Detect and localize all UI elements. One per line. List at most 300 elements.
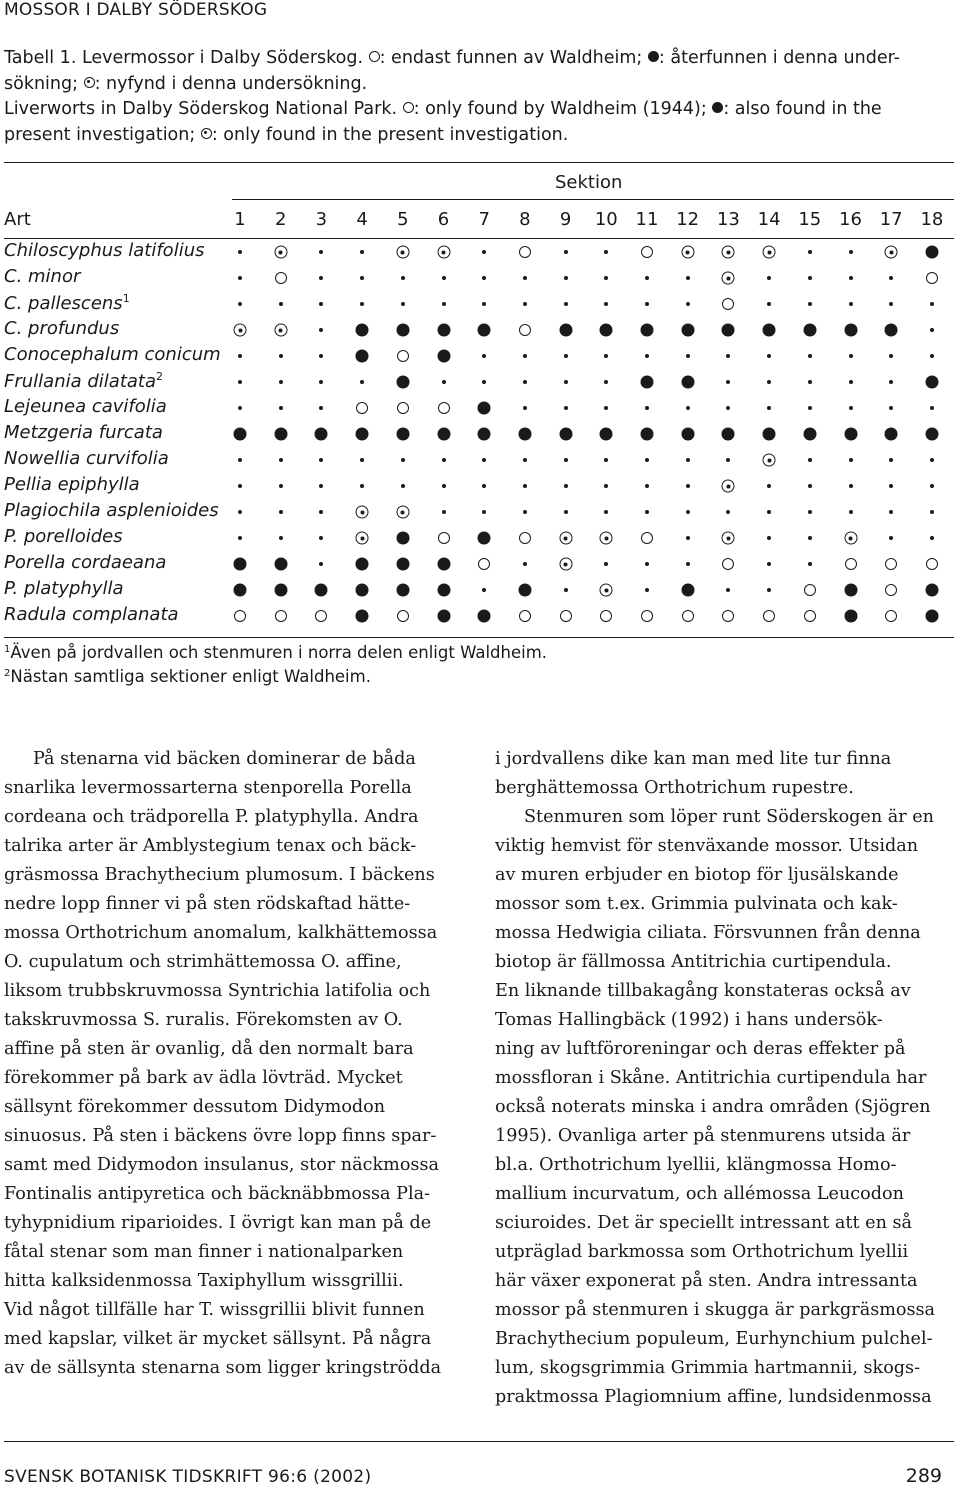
filled-circle-icon xyxy=(641,376,654,389)
absence-dot-icon xyxy=(442,276,446,280)
absence-dot-icon xyxy=(686,458,690,462)
body-text-line: gräsmossa Brachythecium plumosum. I bäckens xyxy=(4,865,435,885)
absence-dot-icon xyxy=(279,458,283,462)
open-circle-icon xyxy=(519,324,531,336)
absence-dot-icon xyxy=(564,588,568,592)
occurrence-cell xyxy=(803,531,817,545)
dotted-circle-icon xyxy=(559,532,572,545)
absence-dot-icon xyxy=(482,484,486,488)
open-circle-icon xyxy=(397,402,409,414)
occurrence-cell xyxy=(396,245,410,259)
section-number: 6 xyxy=(437,209,450,230)
absence-dot-icon xyxy=(401,302,405,306)
absence-dot-icon xyxy=(401,276,405,280)
occurrence-cell xyxy=(518,297,532,311)
occurrence-cell xyxy=(925,375,939,389)
caption-en-line2: present investigation; xyxy=(4,124,196,145)
species-label: P. platyphylla xyxy=(4,578,124,599)
filled-circle-icon xyxy=(681,428,694,441)
occurrence-cell xyxy=(559,505,573,519)
occurrence-cell xyxy=(721,505,735,519)
occurrence-cell xyxy=(355,583,369,597)
filled-circle-icon xyxy=(396,532,409,545)
occurrence-cell xyxy=(925,349,939,363)
dotted-circle-icon xyxy=(356,532,369,545)
body-text-line: med kapslar, vilket är mycket sällsynt. På några xyxy=(4,1329,432,1349)
absence-dot-icon xyxy=(686,302,690,306)
species-label: Chiloscyphus latifolius xyxy=(4,240,205,261)
caption-english xyxy=(4,97,954,148)
body-text-line: liksom trubbskruvmossa Syntrichia latifolia och xyxy=(4,981,431,1001)
occurrence-cell xyxy=(844,323,858,337)
species-label: Conocephalum conicum xyxy=(4,344,221,365)
caption-en-open: : only found by Waldheim (1944); xyxy=(413,99,707,119)
absence-dot-icon xyxy=(523,276,527,280)
occurrence-cell xyxy=(925,583,939,597)
body-text-line: Brachythecium populeum, Eurhynchium pulchel- xyxy=(495,1329,933,1349)
occurrence-cell xyxy=(559,479,573,493)
absence-dot-icon xyxy=(889,380,893,384)
absence-dot-icon xyxy=(442,302,446,306)
occurrence-cell xyxy=(884,479,898,493)
occurrence-cell xyxy=(355,609,369,623)
absence-dot-icon xyxy=(523,354,527,358)
species-name xyxy=(4,526,123,547)
occurrence-cell xyxy=(803,479,817,493)
header-bottom-rule xyxy=(4,238,954,239)
body-text-line: O. cupulatum och strimhättemossa O. affine, xyxy=(4,952,402,972)
section-span-rule xyxy=(232,199,954,200)
absence-dot-icon xyxy=(523,510,527,514)
occurrence-cell xyxy=(925,245,939,259)
absence-dot-icon xyxy=(767,562,771,566)
body-text-line: viktig hemvist för stenväxande mossor. Utsidan xyxy=(495,836,919,856)
occurrence-cell xyxy=(518,583,532,597)
filled-circle-icon xyxy=(844,324,857,337)
body-text-line: sciuroides. Det är speciellt intressant att en så xyxy=(495,1213,913,1233)
species-name xyxy=(4,578,124,599)
occurrence-cell xyxy=(762,557,776,571)
occurrence-cell xyxy=(518,557,532,571)
species-name xyxy=(4,266,80,287)
absence-dot-icon xyxy=(523,458,527,462)
occurrence-cell xyxy=(274,375,288,389)
filled-circle-icon xyxy=(234,558,247,571)
occurrence-cell xyxy=(477,297,491,311)
absence-dot-icon xyxy=(564,354,568,358)
section-number: 16 xyxy=(839,209,862,230)
occurrence-cell xyxy=(844,609,858,623)
occurrence-cell xyxy=(721,609,735,623)
occurrence-cell xyxy=(762,479,776,493)
occurrence-cell xyxy=(844,375,858,389)
body-text-line: mossor som t.ex. Grimmia pulvinata och kak- xyxy=(495,894,898,914)
absence-dot-icon xyxy=(930,406,934,410)
species-column-header: Art xyxy=(4,209,31,230)
occurrence-cell xyxy=(640,479,654,493)
caption-sv-line2: sökning; xyxy=(4,73,79,94)
occurrence-cell xyxy=(355,401,369,415)
filled-circle-icon xyxy=(356,428,369,441)
absence-dot-icon xyxy=(849,302,853,306)
occurrence-cell xyxy=(233,323,247,337)
open-circle-icon xyxy=(315,610,327,622)
filled-circle-icon xyxy=(356,350,369,363)
occurrence-cell xyxy=(518,401,532,415)
occurrence-cell xyxy=(396,505,410,519)
footnote-2-mark: 2 xyxy=(4,668,11,679)
occurrence-cell xyxy=(314,557,328,571)
occurrence-cell xyxy=(437,375,451,389)
occurrence-cell xyxy=(599,349,613,363)
occurrence-cell xyxy=(477,557,491,571)
occurrence-cell xyxy=(274,427,288,441)
occurrence-cell xyxy=(274,245,288,259)
open-circle-icon xyxy=(763,610,775,622)
occurrence-cell xyxy=(925,609,939,623)
absence-dot-icon xyxy=(767,484,771,488)
open-circle-icon xyxy=(804,610,816,622)
occurrence-cell xyxy=(762,531,776,545)
footnote-1-mark: 1 xyxy=(4,644,11,655)
body-text-line: praktmossa Plagiomnium affine, lundsidenmossa xyxy=(495,1387,932,1407)
occurrence-cell xyxy=(559,375,573,389)
absence-dot-icon xyxy=(523,380,527,384)
occurrence-cell xyxy=(274,323,288,337)
occurrence-cell xyxy=(640,505,654,519)
dotted-circle-icon xyxy=(722,246,735,259)
occurrence-cell xyxy=(681,427,695,441)
absence-dot-icon xyxy=(604,302,608,306)
body-text-line: tyhypnidium riparioides. I övrigt kan man på de xyxy=(4,1213,432,1233)
footnote-2 xyxy=(4,667,371,686)
occurrence-cell xyxy=(396,557,410,571)
dotted-circle-icon xyxy=(356,506,369,519)
occurrence-cell xyxy=(559,271,573,285)
occurrence-cell xyxy=(640,271,654,285)
occurrence-cell xyxy=(844,349,858,363)
occurrence-cell xyxy=(844,531,858,545)
absence-dot-icon xyxy=(767,380,771,384)
occurrence-cell xyxy=(233,427,247,441)
occurrence-cell xyxy=(721,557,735,571)
body-text-line: utpräglad barkmossa som Orthotrichum lyellii xyxy=(495,1242,909,1262)
filled-circle-icon xyxy=(356,558,369,571)
occurrence-cell xyxy=(681,557,695,571)
occurrence-cell xyxy=(314,375,328,389)
occurrence-cell xyxy=(844,427,858,441)
occurrence-cell xyxy=(518,531,532,545)
species-label: Nowellia curvifolia xyxy=(4,448,169,469)
section-number: 3 xyxy=(315,209,328,230)
occurrence-cell xyxy=(559,583,573,597)
absence-dot-icon xyxy=(319,328,323,332)
species-name xyxy=(4,318,119,339)
occurrence-cell xyxy=(233,349,247,363)
open-circle-icon xyxy=(682,610,694,622)
occurrence-cell xyxy=(274,271,288,285)
species-name xyxy=(4,292,130,314)
absence-dot-icon xyxy=(564,458,568,462)
open-circle-icon xyxy=(397,350,409,362)
absence-dot-icon xyxy=(482,588,486,592)
absence-dot-icon xyxy=(604,250,608,254)
filled-circle-icon xyxy=(437,610,450,623)
occurrence-cell xyxy=(803,453,817,467)
body-text-line: också noterats minska i andra områden (Sjögren xyxy=(495,1097,931,1117)
open-circle-icon xyxy=(926,272,938,284)
open-circle-icon xyxy=(356,402,368,414)
absence-dot-icon xyxy=(482,380,486,384)
absence-dot-icon xyxy=(645,458,649,462)
absence-dot-icon xyxy=(238,380,242,384)
caption-en-filled: : also found in the xyxy=(723,99,882,119)
occurrence-cell xyxy=(803,557,817,571)
occurrence-cell xyxy=(884,531,898,545)
occurrence-cell xyxy=(721,427,735,441)
absence-dot-icon xyxy=(360,250,364,254)
occurrence-cell xyxy=(355,271,369,285)
occurrence-cell xyxy=(599,427,613,441)
occurrence-cell xyxy=(762,505,776,519)
occurrence-cell xyxy=(233,453,247,467)
absence-dot-icon xyxy=(808,380,812,384)
filled-circle-icon xyxy=(681,584,694,597)
filled-circle-icon xyxy=(925,584,938,597)
occurrence-cell xyxy=(518,245,532,259)
absence-dot-icon xyxy=(482,510,486,514)
table-top-rule xyxy=(4,162,954,163)
occurrence-cell xyxy=(599,401,613,415)
dotted-circle-icon xyxy=(559,558,572,571)
occurrence-cell xyxy=(640,375,654,389)
open-circle-icon xyxy=(641,532,653,544)
body-text-line: Fontinalis antipyretica och bäcknäbbmossa Pla- xyxy=(4,1184,431,1204)
absence-dot-icon xyxy=(319,250,323,254)
occurrence-cell xyxy=(681,323,695,337)
open-circle-icon xyxy=(234,610,246,622)
occurrence-cell xyxy=(681,375,695,389)
absence-dot-icon xyxy=(604,458,608,462)
occurrence-cell xyxy=(518,453,532,467)
occurrence-cell xyxy=(721,271,735,285)
absence-dot-icon xyxy=(930,302,934,306)
absence-dot-icon xyxy=(808,562,812,566)
absence-dot-icon xyxy=(279,354,283,358)
filled-circle-icon xyxy=(478,402,491,415)
absence-dot-icon xyxy=(645,510,649,514)
absence-dot-icon xyxy=(889,276,893,280)
occurrence-cell xyxy=(396,479,410,493)
species-label: Pellia epiphylla xyxy=(4,474,140,495)
occurrence-cell xyxy=(437,349,451,363)
filled-circle-icon xyxy=(356,610,369,623)
absence-dot-icon xyxy=(686,484,690,488)
occurrence-cell xyxy=(844,583,858,597)
body-text-line: av de sällsynta stenarna som ligger kringströdda xyxy=(4,1358,442,1378)
running-head: MOSSOR I DALBY SÖDERSKOG xyxy=(4,0,268,20)
occurrence-cell xyxy=(884,375,898,389)
body-text-line: snarlika levermossarterna stenporella Porella xyxy=(4,778,412,798)
filled-circle-icon xyxy=(885,324,898,337)
body-text-line: 1995). Ovanliga arter på stenmurens utsida är xyxy=(495,1126,911,1146)
absence-dot-icon xyxy=(564,406,568,410)
occurrence-cell xyxy=(477,401,491,415)
absence-dot-icon xyxy=(930,354,934,358)
occurrence-cell xyxy=(681,245,695,259)
occurrence-cell xyxy=(762,349,776,363)
occurrence-cell xyxy=(477,453,491,467)
occurrence-cell xyxy=(314,427,328,441)
body-text-line: mallium incurvatum, och allémossa Leucodon xyxy=(495,1184,904,1204)
occurrence-cell xyxy=(803,349,817,363)
occurrence-cell xyxy=(844,401,858,415)
occurrence-cell xyxy=(233,479,247,493)
absence-dot-icon xyxy=(564,380,568,384)
absence-dot-icon xyxy=(849,406,853,410)
absence-dot-icon xyxy=(319,354,323,358)
occurrence-cell xyxy=(884,271,898,285)
occurrence-cell xyxy=(355,557,369,571)
body-text-line: mossfloran i Skåne. Antitrichia curtipendula har xyxy=(495,1068,927,1088)
occurrence-cell xyxy=(559,531,573,545)
caption-sv-lead: Tabell 1. Levermossor i Dalby Söderskog. xyxy=(4,48,364,68)
dotted-circle-icon xyxy=(681,246,694,259)
filled-circle-icon xyxy=(234,584,247,597)
occurrence-cell xyxy=(355,453,369,467)
caption-sv-filled: : återfunnen i denna under- xyxy=(658,48,900,68)
occurrence-cell xyxy=(844,479,858,493)
occurrence-cell xyxy=(681,531,695,545)
occurrence-cell xyxy=(721,297,735,311)
occurrence-cell xyxy=(884,297,898,311)
absence-dot-icon xyxy=(604,510,608,514)
occurrence-cell xyxy=(844,453,858,467)
open-circle-icon xyxy=(438,532,450,544)
body-text-line: mossor på stenmuren i skugga är parkgräsmossa xyxy=(495,1300,936,1320)
occurrence-cell xyxy=(477,245,491,259)
absence-dot-icon xyxy=(279,510,283,514)
absence-dot-icon xyxy=(564,276,568,280)
occurrence-cell xyxy=(518,427,532,441)
species-name xyxy=(4,344,221,365)
occurrence-cell xyxy=(721,531,735,545)
open-circle-icon xyxy=(275,610,287,622)
occurrence-cell xyxy=(640,297,654,311)
occurrence-cell xyxy=(925,427,939,441)
filled-circle-icon xyxy=(648,51,659,62)
occurrence-cell xyxy=(355,479,369,493)
occurrence-cell xyxy=(477,427,491,441)
occurrence-cell xyxy=(884,401,898,415)
occurrence-cell xyxy=(681,297,695,311)
absence-dot-icon xyxy=(849,484,853,488)
species-label: Plagiochila asplenioides xyxy=(4,500,219,521)
occurrence-cell xyxy=(518,609,532,623)
absence-dot-icon xyxy=(849,458,853,462)
occurrence-cell xyxy=(355,375,369,389)
section-number: 1 xyxy=(234,209,246,230)
absence-dot-icon xyxy=(645,276,649,280)
body-text-line: mossa Hedwigia ciliata. Försvunnen från denna xyxy=(495,923,921,943)
occurrence-cell xyxy=(518,375,532,389)
absence-dot-icon xyxy=(604,562,608,566)
absence-dot-icon xyxy=(686,354,690,358)
section-number: 13 xyxy=(716,209,740,230)
occurrence-cell xyxy=(355,323,369,337)
filled-circle-icon xyxy=(844,428,857,441)
absence-dot-icon xyxy=(808,354,812,358)
open-circle-icon xyxy=(478,558,490,570)
occurrence-cell xyxy=(559,245,573,259)
section-number: 8 xyxy=(519,209,531,230)
absence-dot-icon xyxy=(808,510,812,514)
dotted-circle-icon xyxy=(274,324,287,337)
occurrence-cell xyxy=(233,531,247,545)
section-header: Sektion xyxy=(555,172,623,193)
occurrence-cell xyxy=(314,453,328,467)
occurrence-cell xyxy=(681,479,695,493)
dotted-circle-icon xyxy=(844,532,857,545)
occurrence-cell xyxy=(762,453,776,467)
body-text-line: fåtal stenar som man finner i nationalparken xyxy=(4,1242,404,1262)
occurrence-cell xyxy=(233,245,247,259)
occurrence-cell xyxy=(314,609,328,623)
absence-dot-icon xyxy=(726,354,730,358)
absence-dot-icon xyxy=(279,484,283,488)
absence-dot-icon xyxy=(767,354,771,358)
section-number: 15 xyxy=(798,209,822,230)
occurrence-cell xyxy=(925,401,939,415)
absence-dot-icon xyxy=(767,510,771,514)
occurrence-cell xyxy=(640,609,654,623)
occurrence-cell xyxy=(559,323,573,337)
filled-circle-icon xyxy=(559,428,572,441)
absence-dot-icon xyxy=(279,406,283,410)
species-name xyxy=(4,500,219,521)
occurrence-cell xyxy=(681,401,695,415)
species-name xyxy=(4,552,166,573)
filled-circle-icon xyxy=(437,324,450,337)
occurrence-cell xyxy=(884,453,898,467)
body-text-line: Vid något tillfälle har T. wissgrillii blivit funnen xyxy=(4,1300,425,1320)
occurrence-cell xyxy=(274,479,288,493)
section-number: 10 xyxy=(594,209,618,230)
occurrence-cell xyxy=(355,245,369,259)
occurrence-cell xyxy=(233,557,247,571)
absence-dot-icon xyxy=(849,510,853,514)
body-text-line: takskruvmossa S. ruralis. Förekomsten av O. xyxy=(4,1010,403,1030)
occurrence-cell xyxy=(518,349,532,363)
absence-dot-icon xyxy=(401,484,405,488)
absence-dot-icon xyxy=(238,484,242,488)
occurrence-cell xyxy=(721,479,735,493)
filled-circle-icon xyxy=(681,376,694,389)
occurrence-cell xyxy=(559,297,573,311)
occurrence-cell xyxy=(925,323,939,337)
occurrence-cell xyxy=(884,609,898,623)
open-circle-icon xyxy=(885,610,897,622)
open-circle-icon xyxy=(845,558,857,570)
absence-dot-icon xyxy=(645,406,649,410)
absence-dot-icon xyxy=(238,354,242,358)
filled-circle-icon xyxy=(234,428,247,441)
occurrence-cell xyxy=(355,297,369,311)
occurrence-cell xyxy=(599,479,613,493)
occurrence-cell xyxy=(803,375,817,389)
filled-circle-icon xyxy=(559,324,572,337)
footnote-1-text: Även på jordvallen och stenmuren i norra delen enligt Waldheim. xyxy=(10,643,548,662)
